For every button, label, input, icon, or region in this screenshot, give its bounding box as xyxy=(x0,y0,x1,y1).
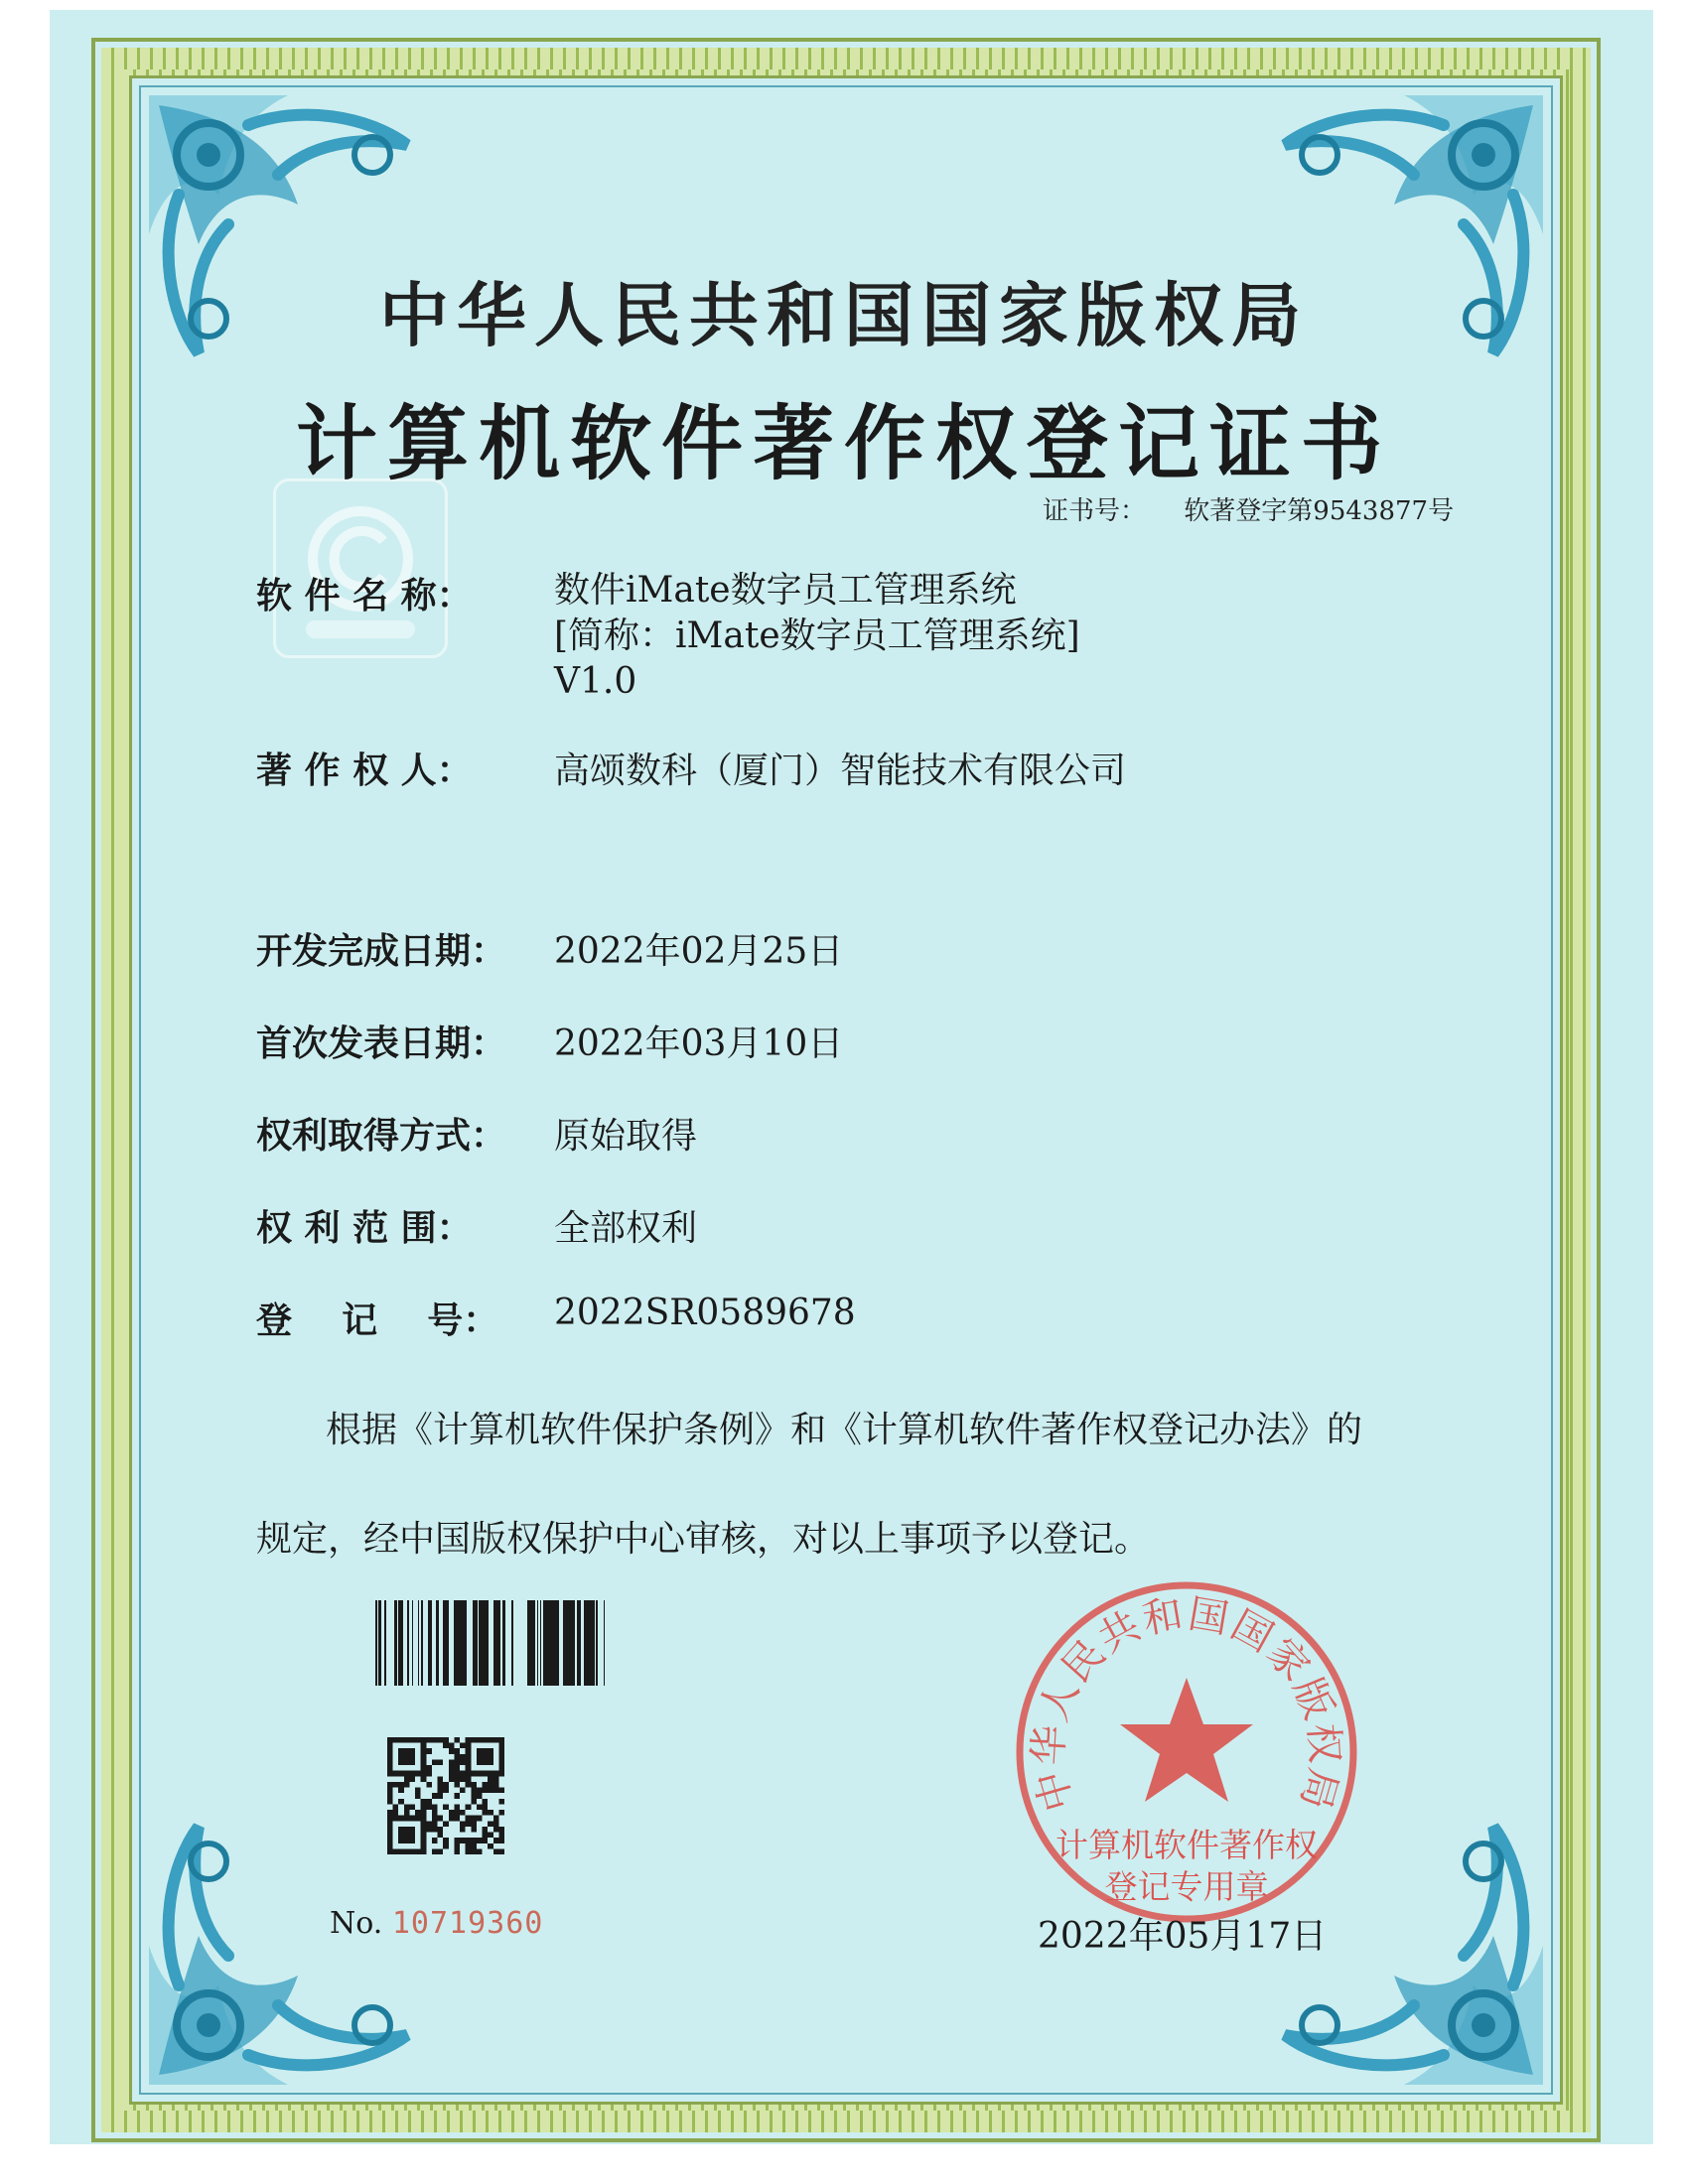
field-label: 权利取得方式： xyxy=(256,1115,507,1157)
certificate-number xyxy=(1043,490,1454,527)
seal-star-icon xyxy=(1120,1678,1253,1802)
field-value xyxy=(554,568,1080,705)
certificate-serial xyxy=(330,1906,543,1941)
field-value: 2022SR0589678 xyxy=(554,1293,856,1333)
serial-label: No. xyxy=(330,1906,383,1941)
field-value: 高颂数科（厦门）智能技术有限公司 xyxy=(554,751,1127,791)
certificate-title: 计算机软件著作权登记证书 xyxy=(295,396,1392,491)
field-label: 软 件 名 称： xyxy=(256,575,473,616)
seal-inner-line-2: 登记专用章 xyxy=(1104,1867,1269,1906)
statement-line-1: 根据《计算机软件保护条例》和《计算机软件著作权登记办法》的 xyxy=(326,1410,1363,1450)
software-name-line: 数件iMate数字员工管理系统 xyxy=(554,570,1017,611)
official-seal xyxy=(1008,1573,1365,1931)
field-label: 登 记 号： xyxy=(256,1299,499,1341)
statement-line-2: 规定，经中国版权保护中心审核，对以上事项予以登记。 xyxy=(256,1519,1151,1560)
barcode-icon xyxy=(375,1600,606,1686)
certificate-number-value: 软著登字第9543877号 xyxy=(1184,496,1455,526)
seal-ring-text: 中华人民共和国国家版权局 xyxy=(1026,1590,1347,1817)
software-abbreviation-line: [简称：iMate数字员工管理系统] xyxy=(554,615,1080,656)
field-label: 首次发表日期： xyxy=(256,1023,507,1064)
certificate-number-label: 证书号： xyxy=(1043,496,1147,526)
field-value: 2022年02月25日 xyxy=(554,931,844,972)
field-label: 开发完成日期： xyxy=(256,930,507,972)
field-value: 2022年03月10日 xyxy=(554,1024,844,1064)
field-label: 权 利 范 围： xyxy=(256,1207,473,1249)
issuing-authority: 中华人民共和国国家版权局 xyxy=(379,274,1309,356)
field-value: 全部权利 xyxy=(554,1208,698,1249)
field-value: 原始取得 xyxy=(554,1116,698,1157)
software-version-line: V1.0 xyxy=(554,661,637,702)
qr-code-icon xyxy=(387,1737,504,1854)
seal-inner-line-1: 计算机软件著作权 xyxy=(1055,1826,1318,1864)
issue-date: 2022年05月17日 xyxy=(1038,1916,1328,1957)
serial-number: 10719360 xyxy=(391,1906,544,1941)
field-label: 著 作 权 人： xyxy=(256,750,473,791)
